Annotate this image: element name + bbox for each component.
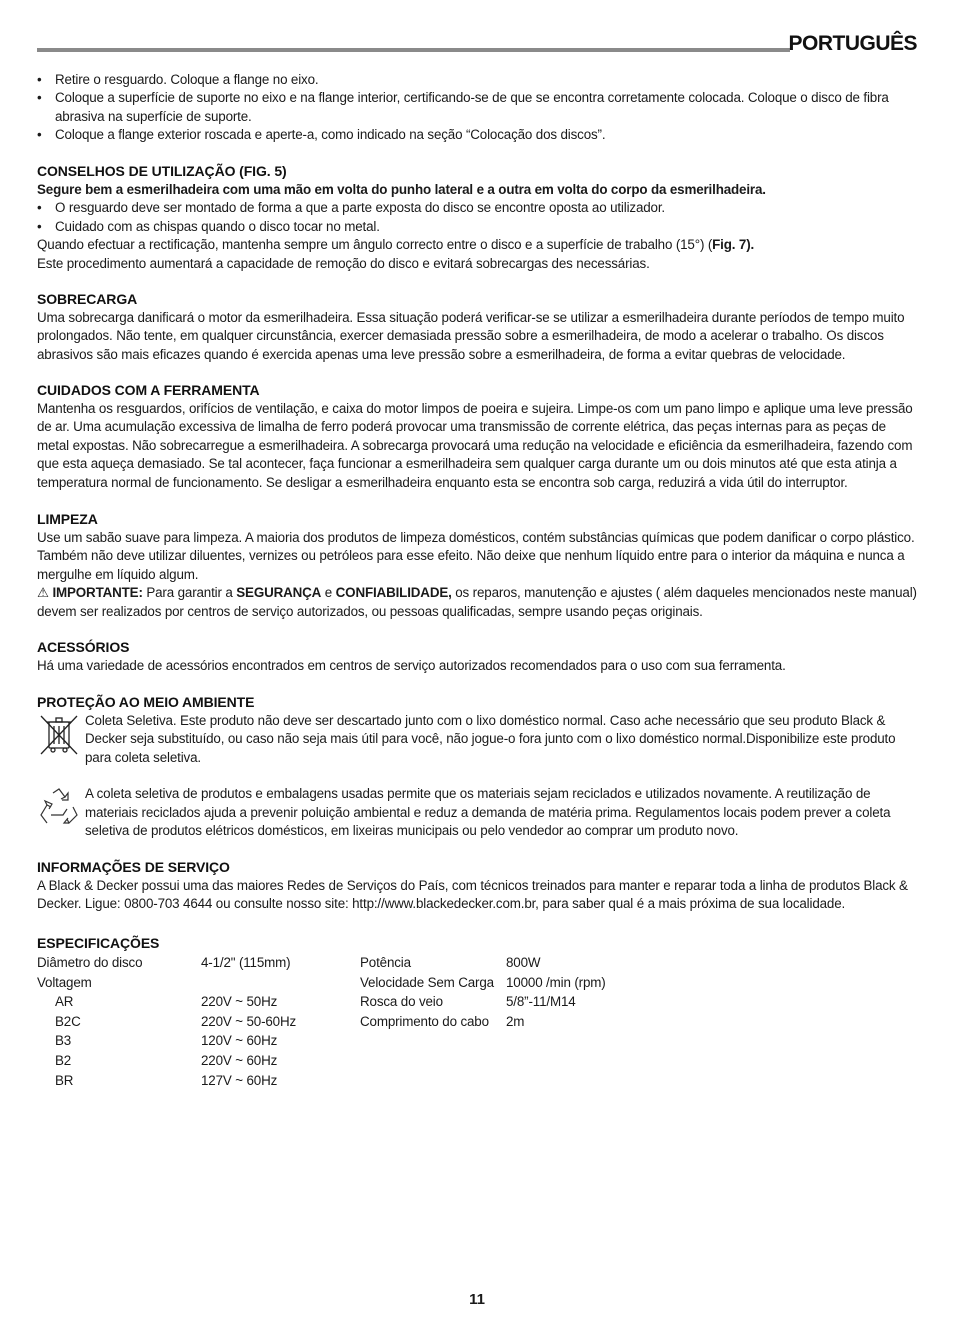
figure-reference: Fig. 7). [712,237,755,253]
spec-label: AR [55,994,74,1010]
spec-label: Rosca do veio [360,994,443,1010]
warning-label: IMPORTANTE: [52,585,143,601]
spec-label: B3 [55,1033,72,1049]
section-title: CONSELHOS DE UTILIZAÇÃO (FIG. 5) [37,163,287,179]
bold-instruction: Segure bem a esmerilhadeira com uma mão em volta do punho lateral e a outra em volta do corpo da esmerilhadeira. [37,182,766,197]
warning-paragraph [37,584,917,621]
spec-row [37,1031,296,1051]
intro-bullet-list [37,71,917,145]
paragraph: A Black & Decker possui uma das maiores Redes de Serviços do País, com técnicos treinados para manter e reparar toda a linha de produtos Black & Decker. Ligue: 0800-703 4644 ou consulte nosso site: http://www.blackedecker.com.br, para saber qual é a mais próxima de sua localidade. [37,878,908,912]
spec-label: BR [55,1072,74,1088]
spec-value: 4-1/2" (115mm) [201,955,291,970]
warning-emphasis: CONFIABILIDADE, [335,585,452,601]
paragraph-text: Quando efectuar a rectificação, mantenha sempre um ângulo correcto entre o disco e a superfície de trabalho (15°) ( [37,237,713,253]
section-servico [37,857,917,914]
spec-row [37,1012,296,1032]
header-rule [37,48,790,52]
page-number: 11 [469,1291,485,1308]
spec-value: 220V ~ 60Hz [201,1052,278,1068]
specs-table-left [37,953,296,1090]
paragraph: Mantenha os resguardos, orifícios de ventilação, e caixa do motor limpos de poeira e sujeira. Limpe-os com um pano limpo e aplique uma leve pressão de ar. Uma acumulação excessiva de limalha de ferro poderá provocar uma transmissão de corrente elétrica, das peças internas para as peças de metal expostas. Não sobrecarregue a esmerilhadeira. A sobrecarga provocará uma redução na velocidade e eficiência da esmerilhadeira, fazendo com que esta aqueça demasiado. Se tal acontecer, faça funcionar a esmerilhadeira sem qualquer carga durante um ou dois minutos até que esta atinja a temperatura normal de funcionamento. Se desligar a esmerilhadeira enquanto esta se encontra sob carga, reduzirá a vida útil do interruptor. [37,401,913,490]
section-especificacoes [37,933,917,1093]
spec-row [360,1012,606,1032]
section-title: SOBRECARGA [37,291,138,307]
section-cuidados [37,380,917,492]
section-conselhos [37,161,917,273]
section-title: INFORMAÇÕES DE SERVIÇO [37,859,230,875]
spec-value: 5/8”-11/M14 [506,994,576,1010]
spec-label: Comprimento do cabo [360,1013,489,1029]
paragraph: Há uma variedade de acessórios encontrados em centros de serviço autorizados recomendados para o uso com sua ferramenta. [37,658,786,673]
spec-row [37,992,296,1012]
paragraph: Uma sobrecarga danificará o motor da esmerilhadeira. Essa situação poderá verificar-se se utilizar a esmerilhadeira durante períodos de tempo muito prolongados. Não tente, em qualquer circunstância, exercer demasiada pressão sobre a esmerilhadeira, de modo a acelerar o trabalho. Os discos abrasivos são mais eficazes quando é exercida apenas uma leve pressão sobre a esmerilhadeira, de forma a evitar quebras de velocidade. [37,310,905,362]
section-title: ACESSÓRIOS [37,639,130,655]
spec-row [37,1051,296,1071]
spec-value: 127V ~ 60Hz [201,1072,278,1088]
spec-row [37,1071,296,1091]
paragraph: Use um sabão suave para limpeza. A maioria dos produtos de limpeza domésticos, contém substâncias químicas que podem danificar o corpo plástico. Também não deve utilizar diluentes, vernizes ou petróleos para esse efeito. Não deixe que nenhum líquido entre para o interior da máquina e nunca a mergulhe em líquido algum. [37,530,915,582]
spec-label: Potência [360,955,411,970]
list-item: • O resguardo deve ser montado de forma a que a parte exposta do disco se encontre oposta ao utilizador. [37,199,917,217]
spec-label: Voltagem [37,974,92,990]
section-sobrecarga [37,289,917,364]
section-title: LIMPEZA [37,511,98,527]
paragraph: Este procedimento aumentará a capacidade de remoção do disco e evitará sobrecargas des necessárias. [37,255,650,271]
paragraph: Coleta Seletiva. Este produto não deve ser descartado junto com o lixo doméstico normal. Caso ache necessário que seu produto Black & Decker seja substituído, ou caso não seja mais útil para você, não jogue-o fora junto com o lixo doméstico normal.Disponibilize este produto para coleta seletiva. [85,713,896,765]
paragraph: A coleta seletiva de produtos e embalagens usadas permite que os materiais sejam reciclados e utilizados novamente. A reutilização de materiais reciclados ajuda a prevenir poluição ambiental e reduz a demanda de matéria prima. Regulamentos locais podem prever a coleta seletiva de produtos elétricos domésticos, em lixeiras municipais ou pelo vendedor ao comprar um produto novo. [85,786,891,839]
warning-icon: ⚠ [37,585,49,601]
list-item: • Cuidado com as chispas quando o disco tocar no metal. [37,218,917,236]
paragraph [37,236,917,254]
section-acessorios [37,637,917,675]
spec-value: 220V ~ 50Hz [201,994,278,1010]
header-language: PORTUGUÊS [788,32,917,55]
spec-value: 10000 /min (rpm) [506,974,606,990]
spec-value: 220V ~ 50-60Hz [201,1013,297,1029]
section-title: ESPECIFICAÇÕES [37,935,160,951]
spec-value [201,973,296,993]
spec-label: B2C [55,1013,81,1029]
spec-value: 120V ~ 60Hz [201,1033,278,1049]
spec-label: B2 [55,1052,72,1068]
conselhos-bullet-list [37,199,917,236]
warning-text: e [321,585,336,601]
recycle-block [37,785,917,840]
list-item: • Retire o resguardo. Coloque a flange no eixo. [37,71,917,89]
warning-text: Para garantir a [142,585,237,601]
warning-emphasis: SEGURANÇA [236,585,322,601]
section-title: CUIDADOS COM A FERRAMENTA [37,382,260,398]
spec-row [37,953,296,973]
crossed-bin-icon [37,712,81,756]
spec-row [37,973,296,993]
list-item: • Coloque a flange exterior roscada e aperte-a, como indicado na seção “Colocação dos discos”. [37,126,917,144]
section-ambiente [37,692,917,840]
intro-section [37,71,917,145]
spec-row [360,992,606,1012]
section-limpeza [37,509,917,621]
section-title: PROTEÇÃO AO MEIO AMBIENTE [37,694,255,710]
list-item: • Coloque a superfície de suporte no eixo e na flange interior, certificando-se de que se encontra corretamente colocada. Coloque o disco de fibra abrasiva na superfície de suporte. [37,89,917,126]
spec-value: 2m [506,1013,525,1029]
specs-table-right [360,953,606,1031]
weee-block [37,712,917,767]
warning-text: os reparos, manutenção e ajustes ( além daqueles mencionados neste manual) devem ser realizados por centros de serviço autorizados, ou pessoas qualificadas, sempre usando peças originais. [37,585,917,619]
specs-area [37,953,917,1093]
spec-value: 800W [506,955,541,970]
spec-label: Velocidade Sem Carga [360,974,494,990]
spec-row [360,973,606,993]
spec-label: Diâmetro do disco [37,955,143,970]
spec-row [360,953,606,973]
recycle-icon [37,785,81,829]
